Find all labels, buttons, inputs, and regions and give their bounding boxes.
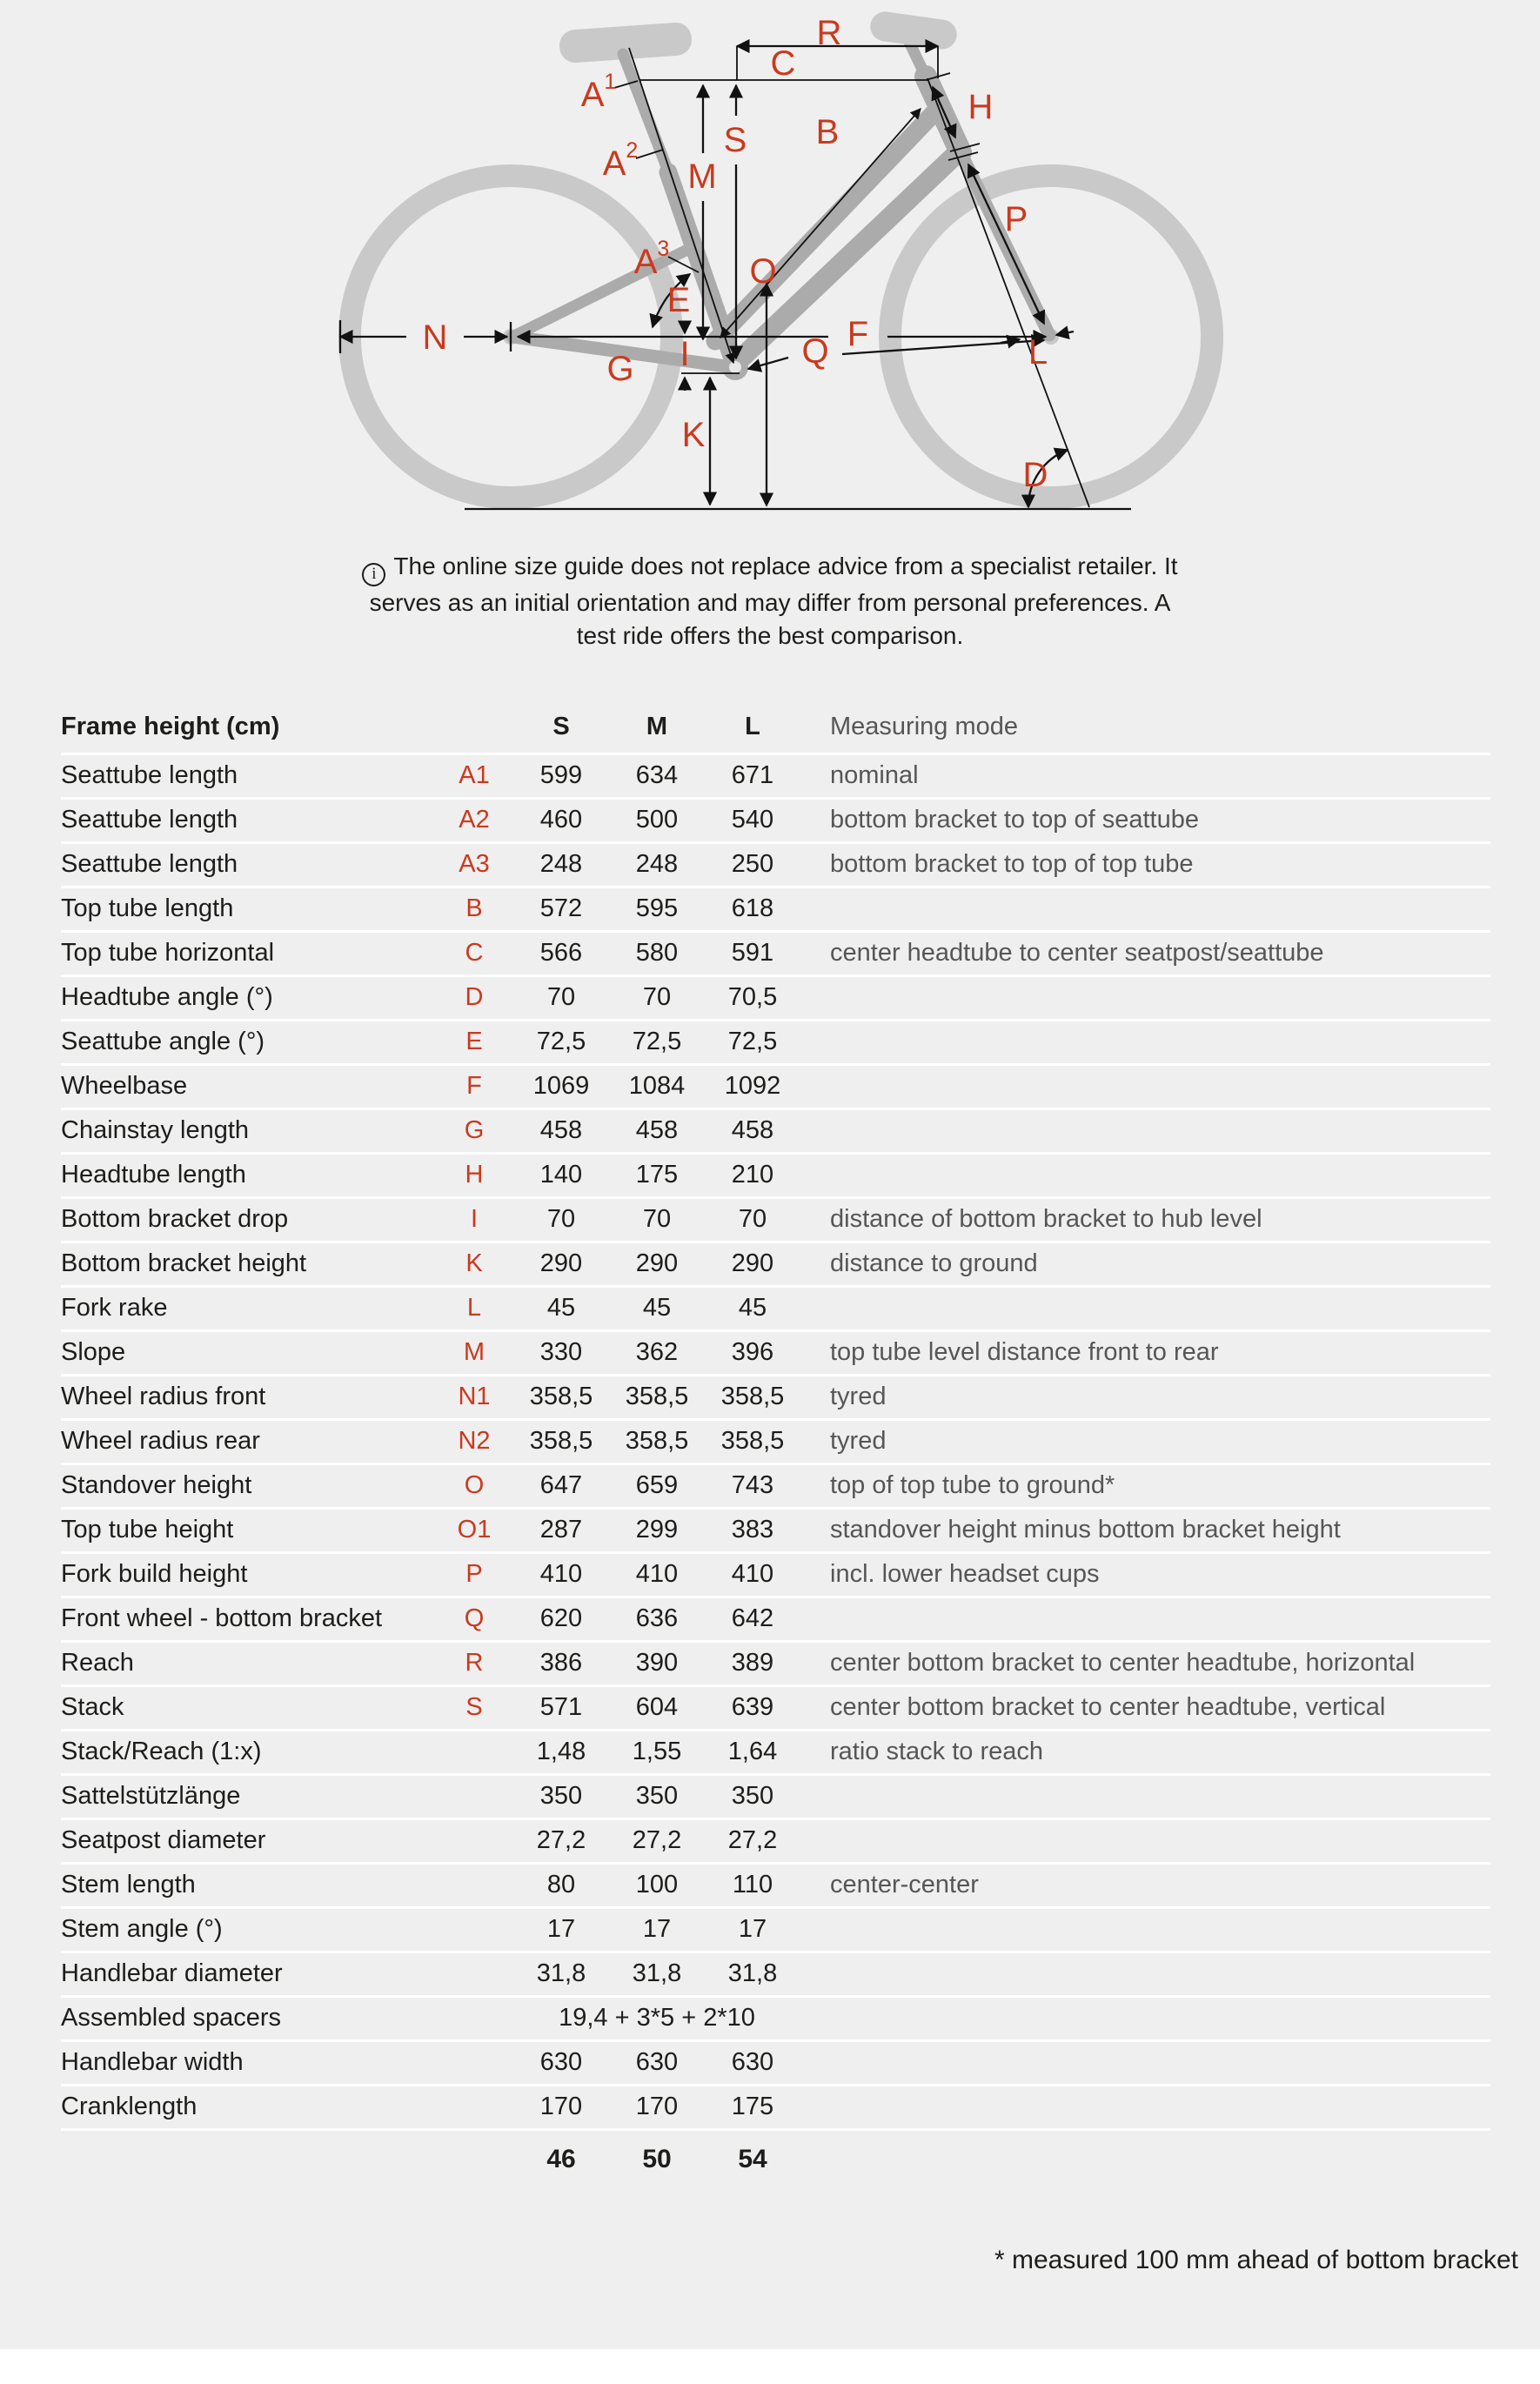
value-s: 80 (546, 1871, 576, 1898)
row-label: Reach (61, 1649, 134, 1677)
row-label: Front wheel - bottom bracket (61, 1604, 383, 1632)
row-measuring-mode: nominal (830, 761, 919, 789)
value-s: 70 (546, 983, 576, 1011)
diagram-label-q: Q (801, 332, 829, 371)
value-s: 458 (539, 1116, 583, 1144)
value-m: 17 (642, 1915, 672, 1943)
value-s: 410 (539, 1560, 583, 1588)
row-measuring-mode: center headtube to center seatpost/seattube (830, 939, 1324, 967)
row-label: Assembled spacers (61, 2004, 282, 2032)
row-label: Stem angle (°) (61, 1915, 223, 1943)
value-m: 634 (635, 761, 679, 789)
row-label: Seattube length (61, 850, 238, 878)
row-measuring-mode: ratio stack to reach (830, 1738, 1043, 1765)
diagram-label-i: I (680, 335, 690, 373)
row-label: Headtube angle (°) (61, 983, 273, 1011)
row-label: Bottom bracket drop (61, 1205, 289, 1233)
diagram-label-e: E (666, 281, 691, 319)
diagram-label-s: S (723, 121, 747, 159)
value-l: 642 (731, 1604, 774, 1632)
value-m: 458 (635, 1116, 679, 1144)
row-label: Bottom bracket height (61, 1249, 307, 1277)
header-frame-height: Frame height (cm) (61, 712, 280, 740)
value-m: 580 (635, 939, 679, 967)
value-m: 390 (635, 1649, 679, 1677)
row-code: L (466, 1294, 482, 1322)
value-m: 70 (642, 1205, 672, 1233)
value-m: 604 (635, 1693, 679, 1721)
row-code: C (465, 939, 484, 967)
table-row (61, 1421, 1490, 1465)
row-label: Stack/Reach (1:x) (61, 1738, 262, 1765)
header-size-l: L (745, 712, 760, 740)
value-s: 140 (539, 1161, 583, 1189)
size-cm-m: 50 (642, 2144, 672, 2173)
row-code: K (465, 1249, 483, 1277)
table-row (61, 1909, 1490, 1953)
row-measuring-mode: top of top tube to ground* (830, 1471, 1115, 1499)
value-s: 647 (539, 1471, 583, 1499)
table-row (61, 1510, 1490, 1554)
row-measuring-mode: bottom bracket to top of seattube (830, 806, 1199, 834)
value-l: 350 (731, 1782, 774, 1810)
note-line-2: serves as an initial orientation and may differ from personal preferences. A (369, 588, 1171, 616)
note-line-3: test ride offers the best comparison. (576, 621, 964, 649)
row-code: E (465, 1028, 483, 1055)
table-row (61, 1865, 1490, 1909)
frame-size-row (61, 2140, 1490, 2180)
row-label: Standover height (61, 1471, 252, 1499)
value-l: 358,5 (720, 1383, 785, 1410)
handlebar-grip (868, 10, 959, 51)
footnote: * measured 100 mm ahead of bottom bracket (994, 2245, 1518, 2274)
value-l: 1,64 (727, 1738, 778, 1765)
row-label: Top tube height (61, 1516, 234, 1544)
row-code: D (465, 983, 484, 1011)
value-m: 70 (642, 983, 672, 1011)
table-row (61, 2086, 1490, 2131)
row-label: Wheel radius rear (61, 1427, 260, 1455)
row-measuring-mode: center bottom bracket to center headtube, horizontal (830, 1649, 1416, 1677)
table-row (61, 2042, 1490, 2086)
row-label: Stack (61, 1693, 124, 1721)
value-s: 31,8 (536, 1959, 586, 1987)
table-row (61, 1776, 1490, 1820)
value-s: 350 (539, 1782, 583, 1810)
size-cm-s: 46 (546, 2144, 576, 2173)
table-row (61, 933, 1490, 977)
value-s: 620 (539, 1604, 583, 1632)
diagram-label-a3: $A^3$ (633, 237, 670, 281)
row-label: Cranklength (61, 2093, 198, 2120)
table-row (61, 1021, 1490, 1066)
header-size-m: M (646, 712, 668, 740)
value-m: 100 (635, 1871, 679, 1898)
value-s: 290 (539, 1249, 583, 1277)
row-code: S (465, 1693, 483, 1721)
value-s: 330 (539, 1338, 583, 1366)
table-row (61, 1376, 1490, 1421)
note-text-1: The online size guide does not replace advice from a specialist retailer. It (393, 552, 1178, 579)
diagram-label-g: G (606, 350, 634, 388)
value-l: 17 (738, 1915, 767, 1943)
value-m: 31,8 (632, 1959, 682, 1987)
value-m: 358,5 (625, 1427, 689, 1455)
diagram-label-l: L (1028, 333, 1048, 372)
row-label: Stem length (61, 1871, 196, 1898)
value-s: 386 (539, 1649, 583, 1677)
row-measuring-mode: tyred (830, 1383, 887, 1410)
value-m: 659 (635, 1471, 679, 1499)
table-row (61, 1687, 1490, 1731)
diagram-label-b: B (815, 113, 840, 151)
size-guide-note (0, 550, 1540, 653)
spec-table-body (61, 755, 1490, 2131)
row-code: I (470, 1205, 479, 1233)
value-m: 350 (635, 1782, 679, 1810)
row-label: Wheelbase (61, 1072, 188, 1100)
row-measuring-mode: incl. lower headset cups (830, 1560, 1100, 1588)
row-code: N1 (458, 1383, 491, 1410)
geometry-table (61, 701, 1490, 2180)
dimension-lines (340, 46, 1131, 509)
row-label: Slope (61, 1338, 126, 1366)
row-span-value: 19,4 + 3*5 + 2*10 (559, 2004, 755, 2032)
row-code: O1 (457, 1516, 492, 1544)
info-icon: i (362, 563, 385, 586)
value-m: 595 (635, 894, 679, 922)
diagram-label-f: F (847, 315, 869, 353)
value-l: 383 (731, 1516, 774, 1544)
diagram-label-r: R (816, 14, 842, 52)
value-l: 110 (732, 1871, 773, 1898)
value-s: 566 (539, 939, 583, 967)
value-m: 410 (635, 1560, 679, 1588)
table-row (61, 1643, 1490, 1687)
table-row (61, 1332, 1490, 1376)
value-l: 27,2 (727, 1826, 778, 1854)
row-measuring-mode: center bottom bracket to center headtube, vertical (830, 1693, 1386, 1721)
value-m: 630 (635, 2048, 679, 2076)
row-label: Top tube length (61, 894, 234, 922)
table-row (61, 844, 1490, 888)
row-code: A2 (459, 806, 490, 834)
value-m: 500 (635, 806, 679, 834)
value-s: 27,2 (536, 1826, 586, 1854)
value-m: 299 (635, 1516, 679, 1544)
value-m: 290 (635, 1249, 679, 1277)
value-l: 743 (731, 1471, 774, 1499)
value-l: 210 (731, 1161, 774, 1189)
row-code: O (464, 1471, 485, 1499)
row-label: Fork rake (61, 1294, 168, 1322)
row-measuring-mode: standover height minus bottom bracket height (830, 1516, 1341, 1544)
diagram-label-a2: $A^2$ (602, 138, 639, 183)
note-line-1 (0, 550, 1540, 586)
value-l: 290 (731, 1249, 774, 1277)
row-measuring-mode: tyred (830, 1427, 887, 1455)
table-row (61, 1598, 1490, 1643)
row-label: Top tube horizontal (61, 939, 275, 967)
row-measuring-mode: top tube level distance front to rear (830, 1338, 1219, 1366)
value-s: 572 (539, 894, 583, 922)
row-measuring-mode: bottom bracket to top of top tube (830, 850, 1194, 878)
value-l: 72,5 (727, 1028, 778, 1055)
table-row (61, 1731, 1490, 1776)
diagram-label-k: K (681, 416, 706, 454)
value-s: 70 (546, 1205, 576, 1233)
row-code: Q (464, 1604, 485, 1632)
table-row (61, 1243, 1490, 1288)
value-s: 358,5 (529, 1383, 593, 1410)
row-code: R (465, 1649, 484, 1677)
table-row (61, 1155, 1490, 1199)
row-label: Seattube length (61, 806, 238, 834)
value-s: 1,48 (536, 1738, 586, 1765)
value-m: 636 (635, 1604, 679, 1632)
value-l: 630 (731, 2048, 774, 2076)
value-l: 618 (731, 894, 774, 922)
diagram-label-c: C (770, 44, 796, 83)
value-s: 460 (539, 806, 583, 834)
diagram-label-m: M (687, 157, 717, 196)
value-l: 70,5 (727, 983, 778, 1011)
table-row (61, 755, 1490, 800)
row-label: Handlebar width (61, 2048, 244, 2076)
row-code: N2 (458, 1427, 491, 1455)
row-label: Seattube angle (°) (61, 1028, 265, 1055)
row-code: A3 (459, 850, 490, 878)
value-s: 599 (539, 761, 583, 789)
value-s: 287 (539, 1516, 583, 1544)
row-label: Handlebar diameter (61, 1959, 283, 1987)
row-label: Seattube length (61, 761, 238, 789)
table-row (61, 1554, 1490, 1598)
row-label: Wheel radius front (61, 1383, 266, 1410)
value-s: 358,5 (529, 1427, 593, 1455)
table-row (61, 888, 1490, 933)
value-l: 45 (738, 1294, 767, 1322)
diagram-label-h: H (968, 88, 994, 126)
row-label: Seatpost diameter (61, 1826, 266, 1854)
row-code: P (465, 1560, 483, 1588)
value-m: 175 (635, 1161, 679, 1189)
value-m: 72,5 (632, 1028, 682, 1055)
value-s: 72,5 (536, 1028, 586, 1055)
value-l: 591 (731, 939, 774, 967)
value-s: 45 (546, 1294, 576, 1322)
row-measuring-mode: distance to ground (830, 1249, 1038, 1277)
value-l: 250 (731, 850, 774, 878)
table-row (61, 1998, 1490, 2042)
row-code: B (465, 894, 483, 922)
value-m: 170 (635, 2093, 679, 2120)
value-l: 358,5 (720, 1427, 785, 1455)
value-s: 1069 (532, 1072, 590, 1100)
table-row (61, 800, 1490, 844)
row-label: Fork build height (61, 1560, 248, 1588)
value-s: 170 (539, 2093, 583, 2120)
value-m: 358,5 (625, 1383, 689, 1410)
value-l: 410 (731, 1560, 774, 1588)
table-row (61, 977, 1490, 1021)
value-m: 248 (635, 850, 679, 878)
table-header-row (61, 701, 1490, 755)
diagram-label-p: P (1004, 200, 1028, 238)
value-m: 45 (642, 1294, 672, 1322)
value-l: 671 (731, 761, 774, 789)
value-l: 389 (731, 1649, 774, 1677)
row-code: A1 (459, 761, 490, 789)
value-l: 175 (731, 2093, 774, 2120)
value-l: 396 (731, 1338, 774, 1366)
value-m: 362 (635, 1338, 679, 1366)
header-measuring-mode: Measuring mode (830, 712, 1018, 740)
diagram-label-o: O (749, 252, 777, 291)
table-row (61, 1199, 1490, 1243)
value-m: 1,55 (632, 1738, 682, 1765)
row-measuring-mode: distance of bottom bracket to hub level (830, 1205, 1262, 1233)
value-l: 639 (731, 1693, 774, 1721)
header-size-s: S (552, 712, 570, 740)
diagram-label-d: D (1022, 456, 1048, 494)
value-l: 31,8 (727, 1959, 778, 1987)
value-s: 17 (546, 1915, 576, 1943)
size-cm-l: 54 (738, 2144, 767, 2173)
diagram-label-n: N (422, 318, 448, 357)
row-code: F (466, 1072, 482, 1100)
value-l: 1092 (724, 1072, 781, 1100)
row-label: Sattelstützlänge (61, 1782, 241, 1810)
table-row (61, 1953, 1490, 1998)
table-row (61, 1110, 1490, 1155)
value-l: 70 (738, 1205, 767, 1233)
table-row (61, 1820, 1490, 1865)
row-code: H (465, 1161, 484, 1189)
row-label: Chainstay length (61, 1116, 250, 1144)
value-l: 540 (731, 806, 774, 834)
value-s: 571 (539, 1693, 583, 1721)
row-label: Headtube length (61, 1161, 246, 1189)
bike-geometry-diagram (0, 0, 1540, 539)
value-l: 458 (731, 1116, 774, 1144)
table-row (61, 1288, 1490, 1332)
row-code: G (464, 1116, 485, 1144)
diagram-label-a1: $A^1$ (580, 70, 617, 114)
value-s: 630 (539, 2048, 583, 2076)
value-m: 1084 (628, 1072, 686, 1100)
table-row (61, 1465, 1490, 1510)
table-row (61, 1066, 1490, 1110)
value-m: 27,2 (632, 1826, 682, 1854)
value-s: 248 (539, 850, 583, 878)
row-measuring-mode: center-center (830, 1871, 979, 1898)
row-code: M (463, 1338, 485, 1366)
